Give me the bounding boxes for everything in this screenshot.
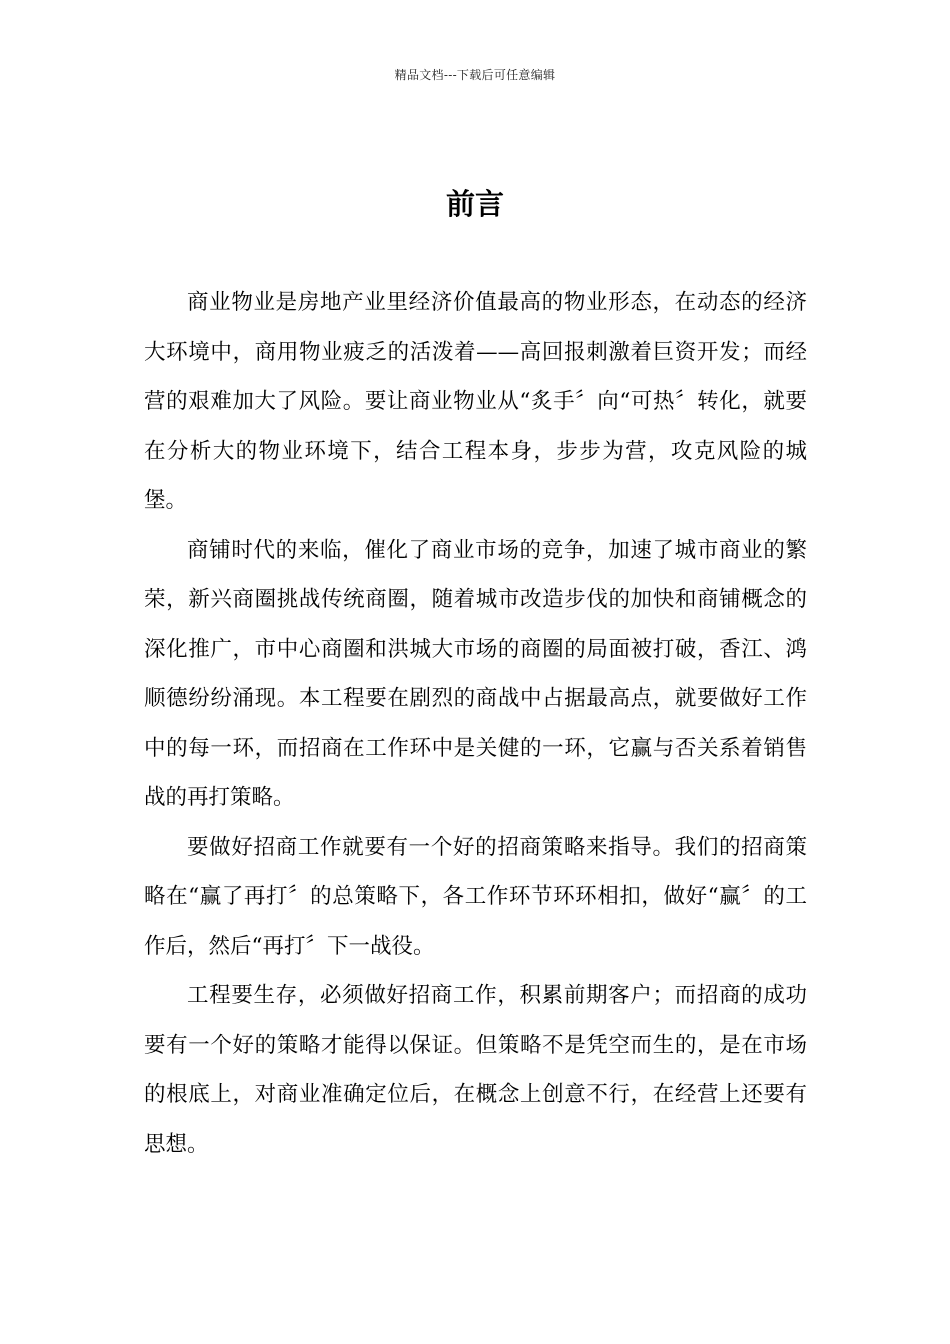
- paragraph-4: 工程要生存，必须做好招商工作，积累前期客户；而招商的成功要有一个好的策略才能得以保证。但策略不是凭空而生的，是在市场的根底上，对商业准确定位后，在概念上创意不行，在经营上还要有思想。: [144, 983, 807, 1157]
- paragraph-3: 要做好招商工作就要有一个好的招商策略来指导。我们的招商策略在“赢了再打〞的总策略下，各工作环节环环相扣，做好“赢〞的工作后，然后“再打〞下一战役。: [144, 834, 807, 959]
- paragraph-2: 商铺时代的来临，催化了商业市场的竞争，加速了城市商业的繁荣，新兴商圈挑战传统商圈，随着城市改造步伐的加快和商铺概念的深化推广，市中心商圈和洪城大市场的商圈的局面被打破，香江、鸿顺德纷纷涌现。本工程要在剧烈的商战中占据最高点，就要做好工作中的每一环，而招商在工作环中是关健的一环，它赢与否关系着销售战的再打策略。: [144, 537, 807, 810]
- page-title: 前言: [445, 187, 504, 221]
- document-body: [144, 278, 807, 1169]
- page-header: 精品文档---下载后可任意编辑: [394, 68, 556, 82]
- paragraph-1: 商业物业是房地产业里经济价值最高的物业形态，在动态的经济大环境中，商用物业疲乏的活泼着——高回报刺激着巨资开发；而经营的艰难加大了风险。要让商业物业从“炙手〞向“可热〞转化，就要在分析大的物业环境下，结合工程本身，步步为营，攻克风险的城堡。: [144, 290, 807, 513]
